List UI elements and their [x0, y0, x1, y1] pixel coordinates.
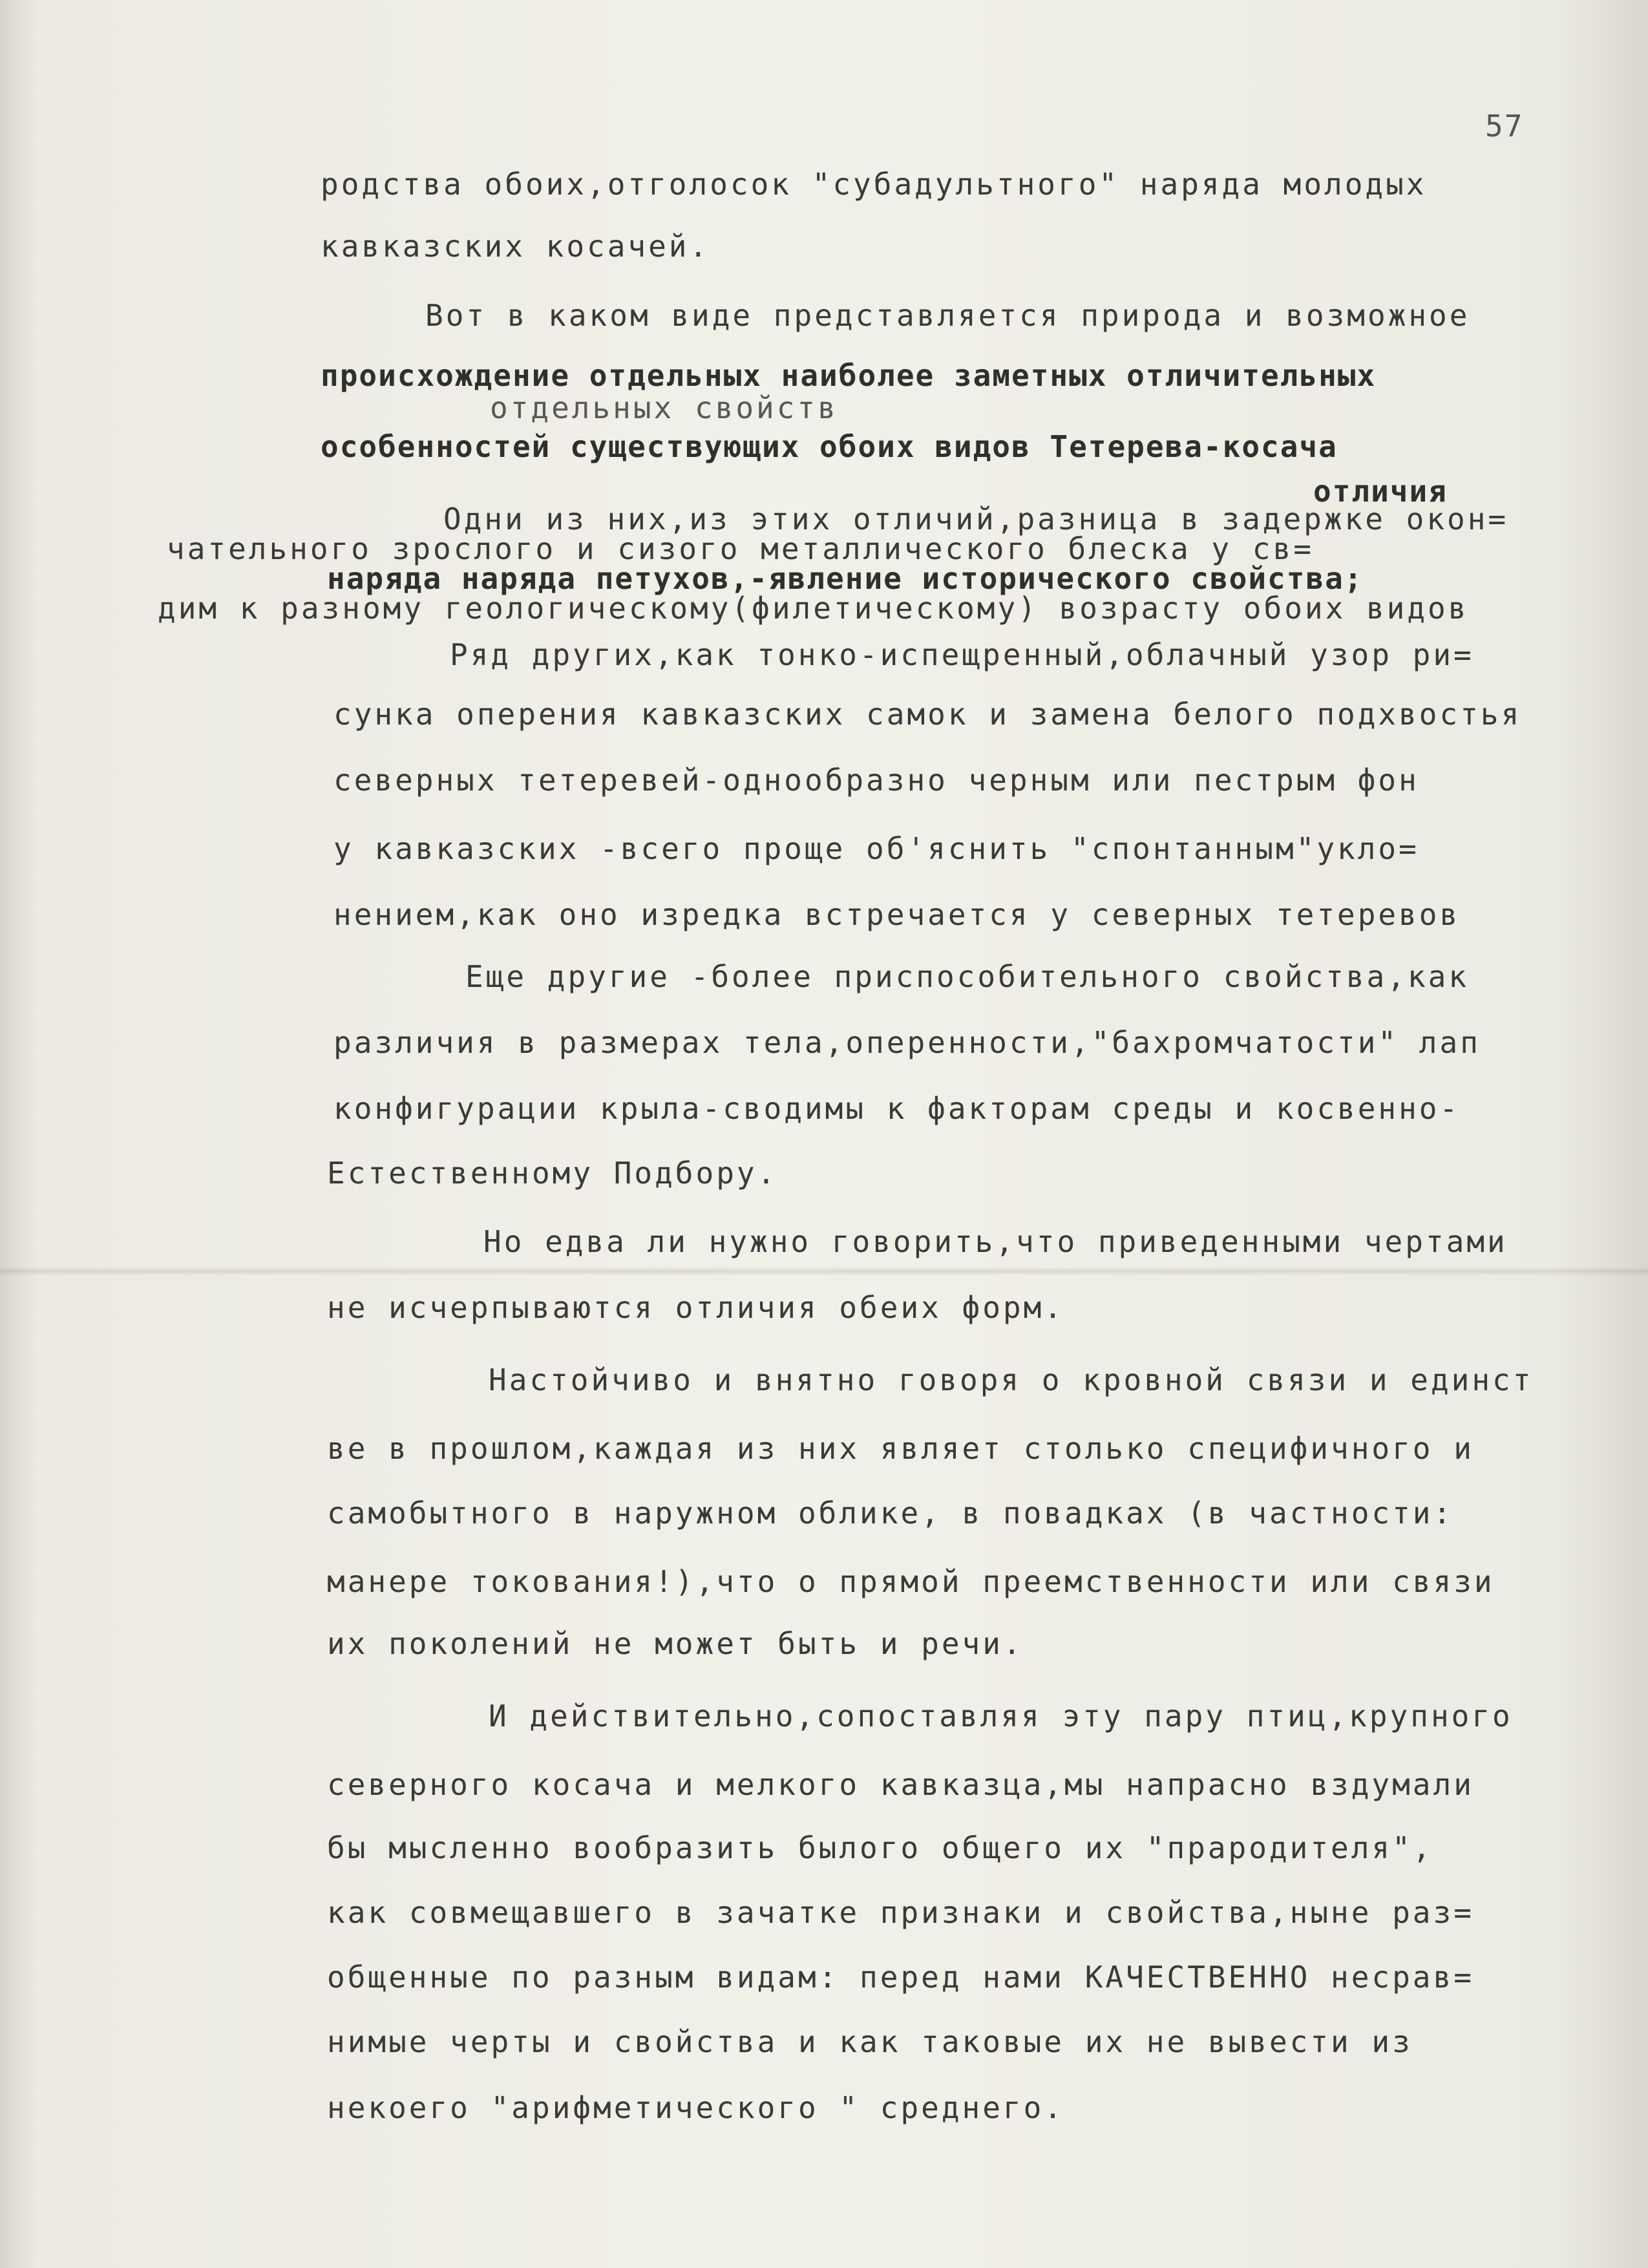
- text-line-7: чательного зрослого и сизого металлического блеска у св=: [167, 531, 1314, 566]
- page-number: 57: [1485, 109, 1524, 143]
- text-line-18: Естественному Подбору.: [327, 1156, 778, 1191]
- text-line-3: Вот в каком виде представляется природа и возможное: [425, 298, 1470, 333]
- text-line-27: северного косача и мелкого кавказца,мы напрасно вздумали: [327, 1767, 1474, 1802]
- text-line-19: Но едва ли нужно говорить,что приведенными чертами: [483, 1224, 1508, 1259]
- text-line-insert-1: отдельных свойств: [490, 390, 838, 425]
- text-line-17: конфигурации крыла-сводимы к факторам среды и косвенно-: [333, 1091, 1461, 1126]
- text-line-1: родства обоих,отголосок "субадультного" наряда молодых: [321, 167, 1427, 202]
- text-line-32: некоего "арифметического " среднего.: [327, 2090, 1064, 2125]
- text-line-24: манере токования!),что о прямой преемственности или связи: [327, 1564, 1495, 1599]
- text-line-30: общенные по разным видам: перед нами КАЧЕСТВЕННО несрав=: [327, 1960, 1474, 1995]
- text-line-20: не исчерпываются отличия обеих форм.: [327, 1290, 1064, 1325]
- text-line-13: у кавказских -всего проще об'яснить "спонтанным"укло=: [333, 831, 1419, 866]
- text-line-8-overtyped: наряда наряда петухов,-явление исторического свойства;: [327, 561, 1364, 596]
- text-line-22: ве в прошлом,каждая из них являет столько специфичного и: [327, 1431, 1474, 1466]
- text-line-14: нением,как оно изредка встречается у северных тетеревов: [333, 897, 1461, 932]
- text-line-15: Еще другие -более приспособительного свойства,как: [465, 959, 1470, 994]
- text-line-4-overtyped: происхождение отдельных наиболее заметных отличительных: [321, 358, 1377, 393]
- text-line-9: дим к разному геологическому(филетическому) возрасту обоих видов: [158, 591, 1469, 626]
- text-line-21: Настойчиво и внятно говоря о кровной связи и единст: [489, 1362, 1534, 1397]
- text-line-16: различия в размерах тела,оперенности,"бахромчатости" лап: [333, 1025, 1481, 1060]
- text-line-5-overtyped: особенностей существующих обоих видов Тетерева-косача: [321, 429, 1338, 464]
- text-line-25: их поколений не может быть и речи.: [327, 1626, 1024, 1661]
- text-line-31: нимые черты и свойства и как таковые их не вывести из: [327, 2024, 1413, 2059]
- text-line-23: самобытного в наружном облике, в повадках (в частности:: [327, 1496, 1454, 1531]
- text-line-10: Ряд других,как тонко-испещренный,облачный узор ри=: [450, 637, 1474, 672]
- text-line-insert-2: отличия: [1313, 474, 1448, 509]
- text-line-29: как совмещавшего в зачатке признаки и свойства,ныне раз=: [327, 1895, 1474, 1930]
- text-line-2: кавказских косачей.: [321, 229, 710, 264]
- text-line-26: И действительно,сопоставляя эту пару птиц,крупного: [489, 1699, 1513, 1733]
- text-line-12: северных тетеревей-однообразно черным или пестрым фон: [333, 763, 1419, 798]
- text-line-11: сунка оперения кавказских самок и замена белого подхвостья: [333, 697, 1522, 732]
- text-line-6: Одни из них,из этих отличий,разница в задержке окон=: [443, 502, 1509, 536]
- paper-fold: [0, 1267, 1648, 1276]
- text-line-28: бы мысленно вообразить былого общего их "прародителя",: [327, 1830, 1433, 1865]
